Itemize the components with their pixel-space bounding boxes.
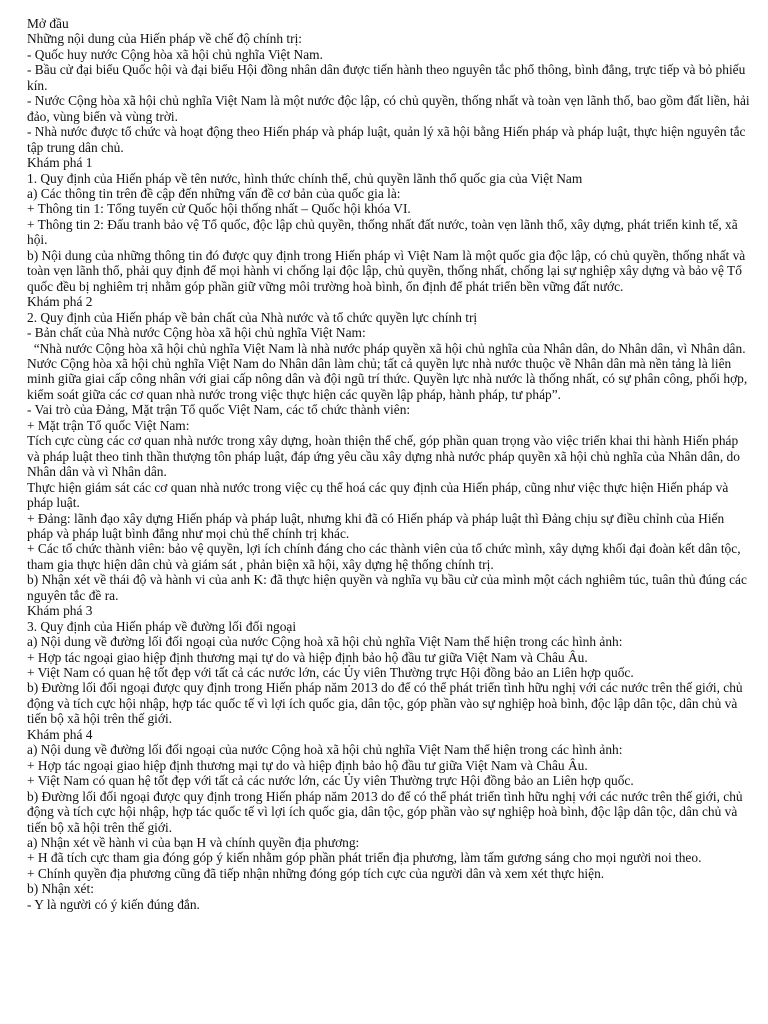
heading-kham-pha-3: Khám phá 3	[27, 603, 93, 619]
heading-kham-pha-1: Khám phá 1	[27, 155, 93, 171]
heading-kham-pha-2: Khám phá 2	[27, 294, 93, 310]
paragraph: b) Đường lối đối ngoại được quy định trong Hiến pháp năm 2013 do để có thể phát triển tình hữu nghị với các nước trên thế giới, chủ động và tích cực hội nhập, hợp tác quốc tế vì lợi ích quốc gia, dân tộc, góp phần vào sự nghiệp hoà bình, độc lập dân tộc, dân chủ và tiến bộ xã hội trên thế giới.	[27, 680, 743, 727]
section-title: 3. Quy định của Hiến pháp về đường lối đối ngoại	[27, 618, 297, 634]
text-line: Những nội dung của Hiến pháp về chế độ chính trị:	[27, 31, 303, 47]
list-item: + Mặt trận Tổ quốc Việt Nam:	[27, 417, 190, 433]
paragraph: Thực hiện giám sát các cơ quan nhà nước trong việc cụ thể hoá các quy định của Hiến pháp, cũng như việc thực hiện Hiến pháp và pháp luật.	[27, 479, 729, 511]
text-line: a) Nội dung về đường lối đối ngoại của nước Cộng hoà xã hội chủ nghĩa Việt Nam thể hiện trong các hình ảnh:	[27, 634, 623, 650]
text-line: b) Nhận xét:	[27, 881, 94, 897]
list-item: + Hợp tác ngoại giao hiệp định thương mại tự do và hiệp định bảo hộ đầu tư giữa Việt Nam và Châu Âu.	[27, 757, 588, 773]
list-item: - Quốc huy nước Cộng hòa xã hội chủ nghĩa Việt Nam.	[27, 46, 323, 62]
text-line: a) Các thông tin trên đề cập đến những vấn đề cơ bản của quốc gia là:	[27, 185, 401, 201]
paragraph: b) Nhận xét về thái độ và hành vi của anh K: đã thực hiện quyền và nghĩa vụ bầu cử của mình một cách nghiêm túc, tuân thủ đúng các nguyên tắc đề ra.	[27, 572, 747, 603]
list-item: + Đảng: lãnh đạo xây dựng Hiến pháp và pháp luật, nhưng khi đã có Hiến pháp và pháp luật thì Đảng chịu sự điều chỉnh của Hiến pháp và pháp luật bình đẳng như mọi chủ thể chính trị khác.	[27, 510, 725, 541]
section-title: 1. Quy định của Hiến pháp về tên nước, hình thức chính thể, chủ quyền lãnh thổ quốc gia của Việt Nam	[27, 170, 583, 186]
heading-mo-dau: Mở đầu	[27, 16, 69, 31]
list-item: - Y là người có ý kiến đúng đắn.	[27, 896, 200, 912]
list-item: + Thông tin 1: Tổng tuyển cử Quốc hội thống nhất – Quốc hội khóa VI.	[27, 201, 411, 217]
list-item: - Vai trò của Đảng, Mặt trận Tổ quốc Việt Nam, các tổ chức thành viên:	[27, 402, 411, 418]
text-line: a) Nội dung về đường lối đối ngoại của nước Cộng hoà xã hội chủ nghĩa Việt Nam thể hiện trong các hình ảnh:	[27, 742, 623, 758]
quote-paragraph: “Nhà nước Cộng hòa xã hội chủ nghĩa Việt Nam là nhà nước pháp quyền xã hội chủ nghĩa của Nhân dân, do Nhân dân, vì Nhân dân. Nước Cộng hòa xã hội chủ nghĩa Việt Nam do Nhân dân làm chủ; tất cả quyền lực nhà nước thuộc về Nhân dân mà nền tảng là liên minh giữa giai cấp công nhân với giai cấp nông dân và đội ngũ trí thức. Quyền lực nhà nước là thống nhất, có sự phân công, phối hợp, kiểm soát giữa các cơ quan nhà nước trong việc thực hiện các quyền lập pháp, hành pháp, tư pháp”.	[27, 340, 748, 402]
text-line: a) Nhận xét về hành vi của bạn H và chính quyền địa phương:	[27, 835, 360, 851]
paragraph: Tích cực cùng các cơ quan nhà nước trong xây dựng, hoàn thiện thể chế, góp phần quan trọng vào việc triển khai thi hành Hiến pháp và pháp luật theo tinh thần thượng tôn pháp luật, đáp ứng yêu cầu xây dựng nhà nước pháp quyền xã hội chủ nghĩa của Nhân dân, do Nhân dân và vì Nhân dân.	[27, 433, 740, 480]
document-body	[27, 16, 751, 912]
list-item: - Nhà nước được tổ chức và hoạt động theo Hiến pháp và pháp luật, quản lý xã hội bằng Hiến pháp và pháp luật, thực hiện nguyên tắc tập trung dân chủ.	[27, 124, 746, 155]
list-item: + Các tổ chức thành viên: bảo vệ quyền, lợi ích chính đáng cho các thành viên của tổ chức mình, xây dựng khối đại đoàn kết dân tộc, tham gia thực hiện dân chủ và giám sát , phản biện xã hội, xây dựng hệ thống chính trị.	[27, 541, 741, 572]
list-item: + Thông tin 2: Đấu tranh bảo vệ Tổ quốc, độc lập chủ quyền, thống nhất đất nước, toàn vẹn lãnh thổ, xây dựng, phát triển kinh tế, xã hội.	[27, 216, 738, 248]
list-item: + Việt Nam có quan hệ tốt đẹp với tất cả các nước lớn, các Ủy viên Thường trực Hội đồng bảo an Liên hợp quốc.	[27, 665, 634, 681]
list-item: - Bản chất của Nhà nước Cộng hòa xã hội chủ nghĩa Việt Nam:	[27, 325, 366, 341]
list-item: + Chính quyền địa phương cũng đã tiếp nhận những đóng góp tích cực của người dân và xem xét thực hiện.	[27, 865, 605, 881]
section-title: 2. Quy định của Hiến pháp về bản chất của Nhà nước và tổ chức quyền lực chính trị	[27, 309, 478, 325]
heading-kham-pha-4: Khám phá 4	[27, 726, 93, 742]
list-item: - Bầu cử đại biểu Quốc hội và đại biểu Hội đồng nhân dân được tiến hành theo nguyên tắc phổ thông, bình đẳng, trực tiếp và bỏ phiếu kín.	[27, 62, 746, 93]
list-item: + Hợp tác ngoại giao hiệp định thương mại tự do và hiệp định bảo hộ đầu tư giữa Việt Nam và Châu Âu.	[27, 649, 588, 665]
list-item: - Nước Cộng hòa xã hội chủ nghĩa Việt Nam là một nước độc lập, có chủ quyền, thống nhất và toàn vẹn lãnh thổ, bao gồm đất liền, hải đảo, vùng biển và vùng trời.	[27, 93, 750, 124]
paragraph: b) Nội dung của những thông tin đó được quy định trong Hiến pháp vì Việt Nam là một quốc gia độc lập, có chủ quyền, thống nhất và toàn vẹn lãnh thổ, phải quy định để mọi hành vi chống lại độc lập, chủ quyền, thống nhất, chống lại sự nghiệp xây dựng và bảo vệ Tổ quốc đều bị nghiêm trị nhằm góp phần giữ vững môi trường hoà bình, ổn định để phát triển bền vững đất nước.	[27, 247, 746, 294]
list-item: + Việt Nam có quan hệ tốt đẹp với tất cả các nước lớn, các Ủy viên Thường trực Hội đồng bảo an Liên hợp quốc.	[27, 773, 634, 789]
list-item: + H đã tích cực tham gia đóng góp ý kiến nhằm góp phần phát triển địa phương, làm tấm gương sáng cho mọi người noi theo.	[27, 850, 702, 866]
paragraph: b) Đường lối đối ngoại được quy định trong Hiến pháp năm 2013 do để có thể phát triển tình hữu nghị với các nước trên thế giới, chủ động và tích cực hội nhập, hợp tác quốc tế vì lợi ích quốc gia, dân tộc, góp phần vào sự nghiệp hoà bình, độc lập dân tộc, dân chủ và tiến bộ xã hội trên thế giới.	[27, 788, 743, 835]
